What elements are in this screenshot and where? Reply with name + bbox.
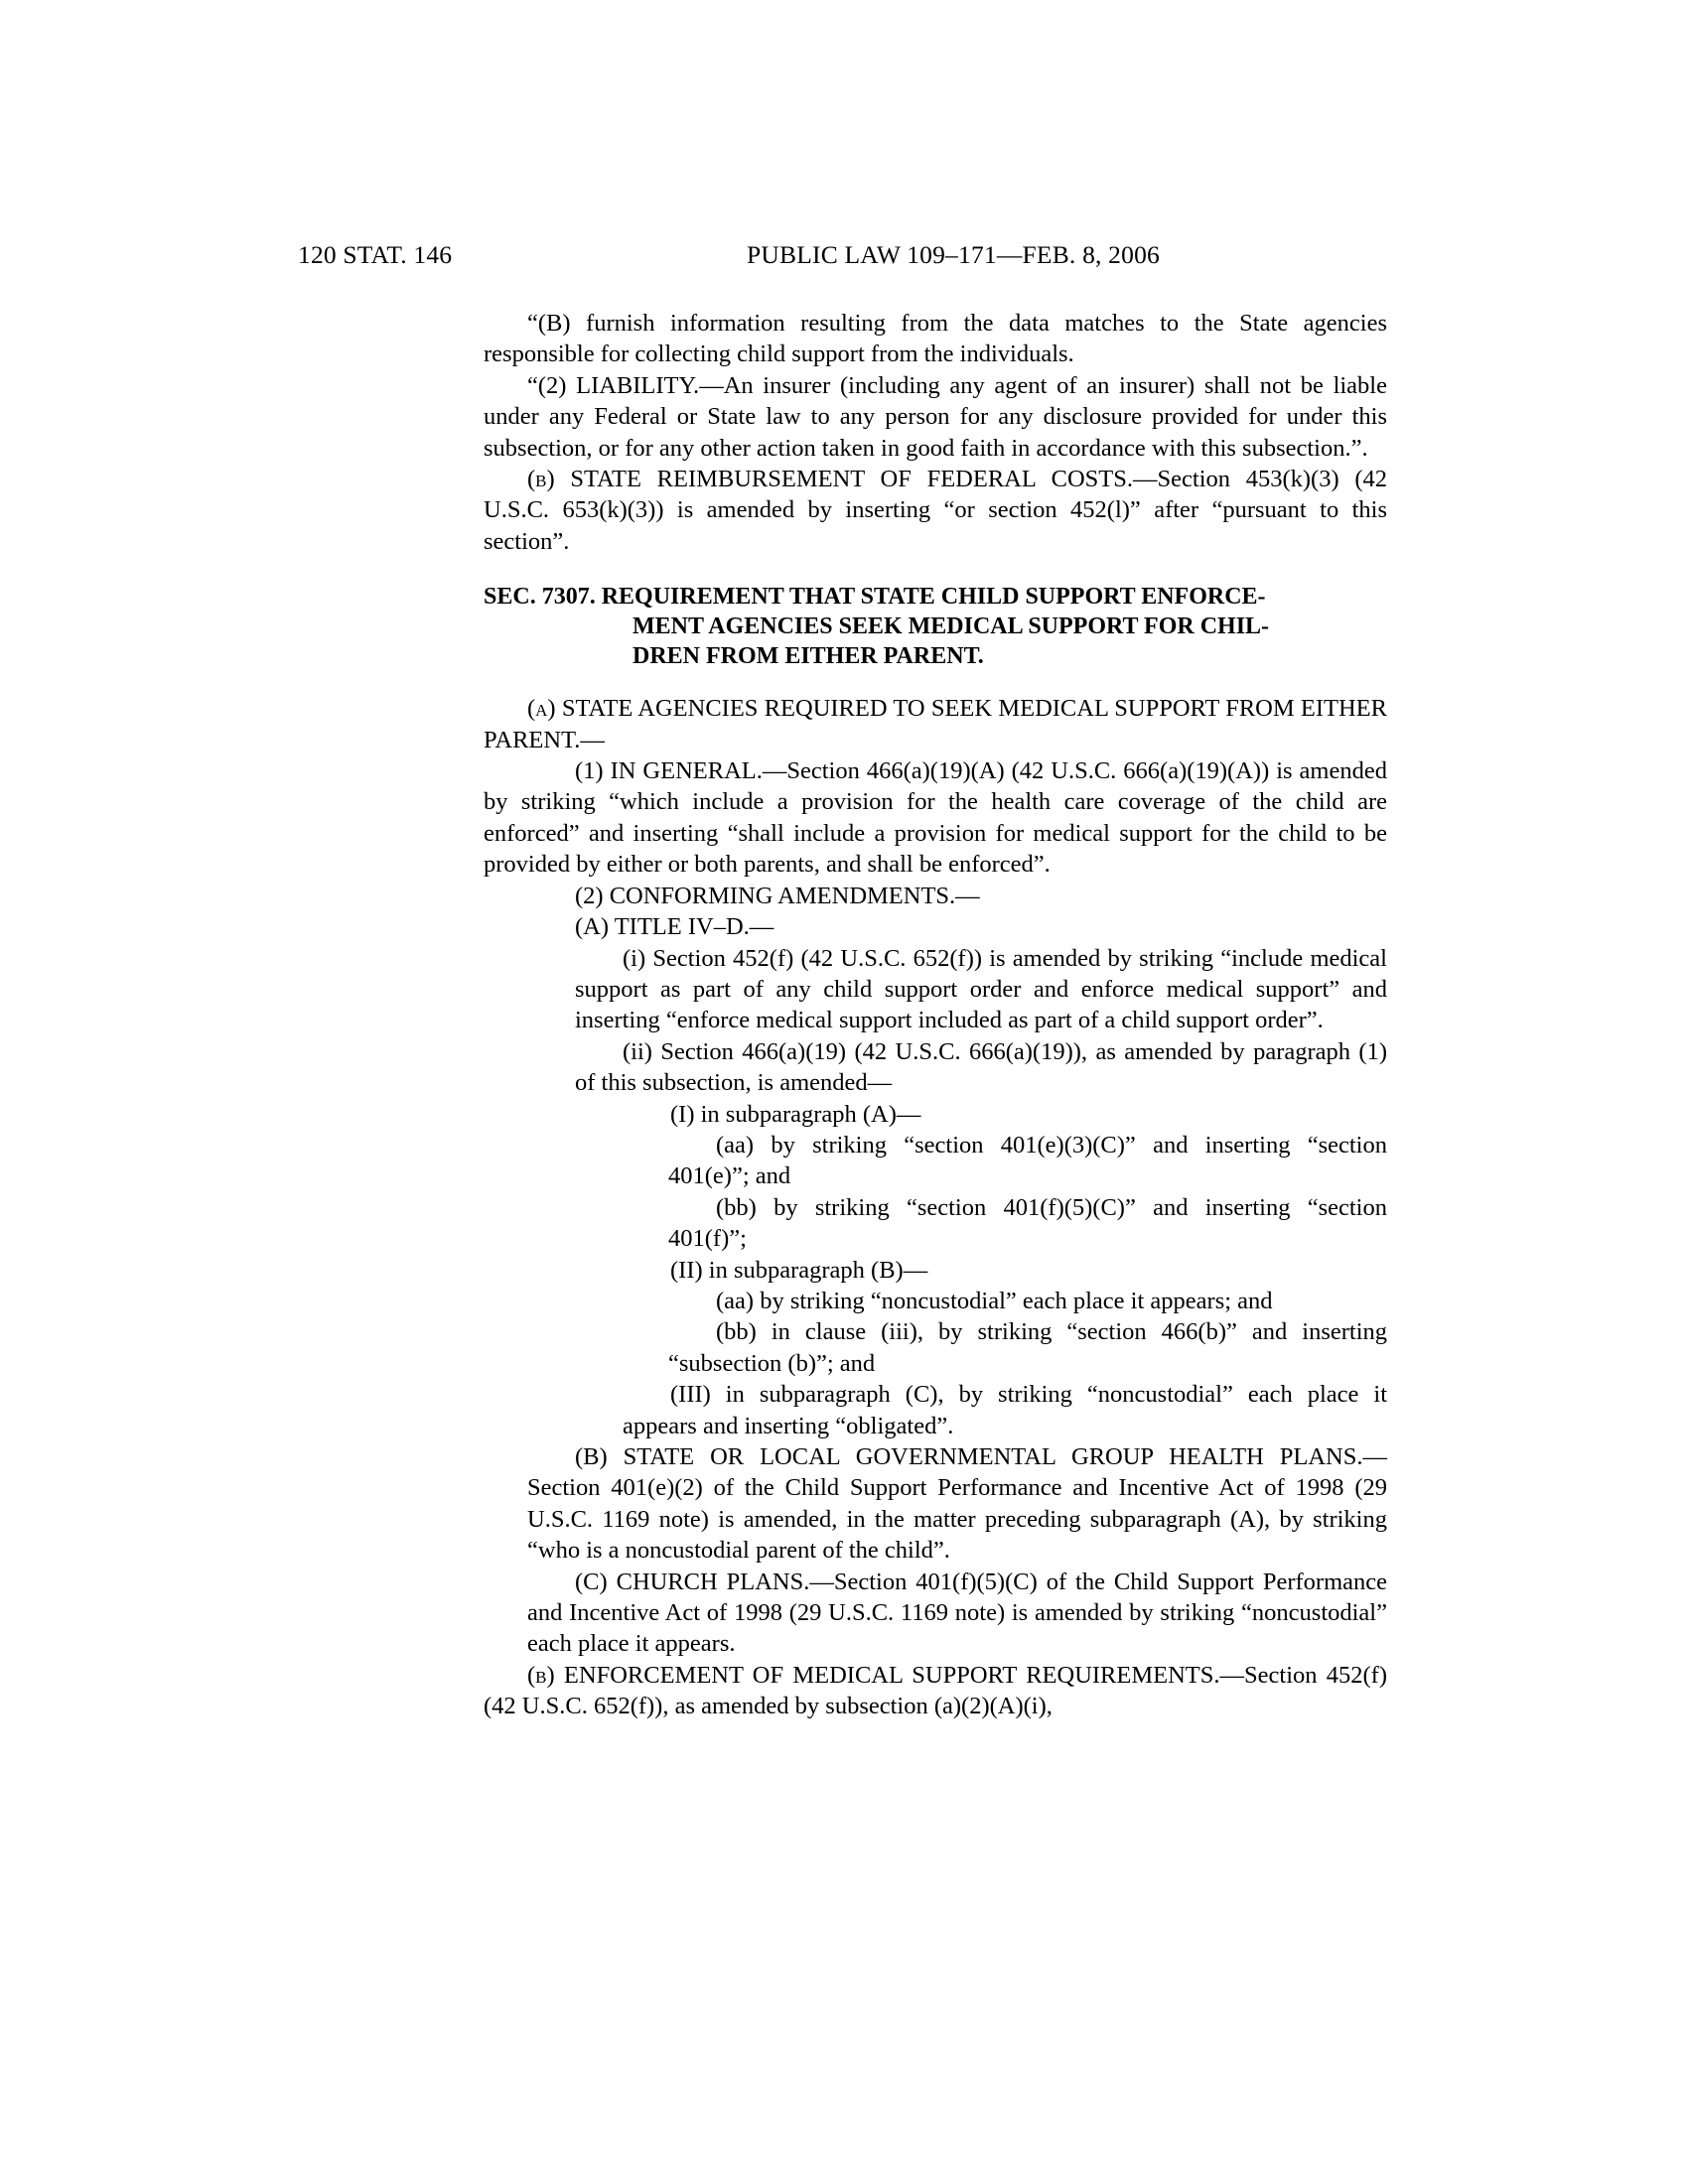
subparagraph-a-title-iv-d: [527, 911, 1387, 942]
subsection-a-text: —: [580, 726, 605, 753]
subparagraph-b-text: —Section 401(e)(2) of the Child Support Performance and Incentive Act of 1998 (29 U.S.C. 1169 note) is amended, in the matter preceding subparagraph (A), by striking “who is a noncustodial parent of the child”.: [527, 1443, 1387, 1565]
subparagraph-c-text: —Section 401(f)(5)(C) of the Child Support Performance and Incentive Act of 1998 (29 U.S.C. 1169 note) is amended by striking “noncustodial” each place it appears.: [527, 1568, 1387, 1658]
paragraph-2-conforming-label: (2) CONFORMING AMENDMENTS.: [575, 882, 956, 909]
subsection-b-state-reimbursement: [484, 464, 1387, 557]
clause-ii-section-466a19: (ii) Section 466(a)(19) (42 U.S.C. 666(a)(19)), as amended by paragraph (1) of this subsection, is amended—: [575, 1037, 1387, 1097]
subparagraph-c-label: (C) CHURCH PLANS.: [575, 1568, 810, 1595]
item-aa-striking-noncustodial: (aa) by striking “noncustodial” each place it appears; and: [716, 1287, 1273, 1314]
subparagraph-a-text: —: [749, 913, 774, 941]
clause-i-section-452f: (i) Section 452(f) (42 U.S.C. 652(f)) is amended by striking “include medical support as part of any child support order and enforce medical support” and inserting “enforce medical support included as part of a child support order”.: [575, 944, 1387, 1034]
paragraph-2-conforming-text: —: [955, 882, 980, 909]
section-heading-7307: [484, 582, 1387, 671]
statute-citation: 120 STAT. 146: [298, 240, 453, 269]
item-bb-clause-iii: (bb) in clause (iii), by striking “section 466(b)” and inserting “subsection (b)”; and: [668, 1318, 1387, 1377]
section-heading-line-3: DREN FROM EITHER PARENT.: [633, 643, 984, 670]
section-heading-line-1: SEC. 7307. REQUIREMENT THAT STATE CHILD SUPPORT ENFORCE-: [484, 584, 1266, 611]
paragraph-2-text: —An insurer (including any agent of an insurer) shall not be liable under any Federal or State law to any person for any disclosure provided for under this subsection, or for any other action taken in good faith in accordance with this subsection.”.: [484, 371, 1387, 462]
paragraph-2-conforming-amendments: [484, 881, 1387, 911]
subsection-b-text: —Section 453(k)(3) (42 U.S.C. 653(k)(3)) is amended by inserting “or section 452(l)” after “pursuant to this section”.: [484, 466, 1387, 555]
page-header: [298, 240, 1400, 270]
paragraph-b-furnish: “(B) furnish information resulting from the data matches to the State agencies responsible for collecting child support from the individuals.: [484, 310, 1387, 368]
subclause-I-subparagraph-a: (I) in subparagraph (A)—: [670, 1100, 921, 1128]
subparagraph-b-label: (B) STATE OR LOCAL GOVERNMENTAL GROUP HEALTH PLANS.: [575, 1443, 1363, 1470]
subclause-III-subparagraph-c: (III) in subparagraph (C), by striking “noncustodial” each place it appears and inserting “obligated”.: [623, 1381, 1387, 1439]
subclause-II-subparagraph-b: (II) in subparagraph (B)—: [670, 1256, 928, 1284]
subsection-b-enforcement-text: —Section 452(f) (42 U.S.C. 652(f)), as amended by subsection (a)(2)(A)(i),: [484, 1661, 1388, 1720]
subsection-b-enforcement-medical-support: [484, 1660, 1387, 1722]
subsection-a-heading: [484, 693, 1387, 755]
item-bb-striking-401f5c: (bb) by striking “section 401(f)(5)(C)” and inserting “section 401(f)”;: [668, 1193, 1387, 1253]
paragraph-2-liability: [484, 370, 1387, 464]
subparagraph-b-group-health-plans: [527, 1441, 1387, 1567]
paragraph-2-label: “(2) LIABILITY.: [527, 371, 700, 399]
section-heading-line-2: MENT AGENCIES SEEK MEDICAL SUPPORT FOR CHIL-: [633, 614, 1270, 640]
public-law-citation: PUBLIC LAW 109–171—FEB. 8, 2006: [747, 240, 1160, 269]
subsection-b-label: (b) STATE REIMBURSEMENT OF FEDERAL COSTS.: [527, 466, 1134, 493]
subsection-b-enforcement-label: (b) ENFORCEMENT OF MEDICAL SUPPORT REQUIREMENTS.: [527, 1661, 1220, 1689]
paragraph-1-in-general: [484, 755, 1387, 881]
subparagraph-c-church-plans: [527, 1567, 1387, 1660]
item-aa-striking-401e3c: (aa) by striking “section 401(e)(3)(C)” and inserting “section 401(e)”; and: [668, 1131, 1387, 1190]
paragraph-1-text: —Section 466(a)(19)(A) (42 U.S.C. 666(a)(19)(A)) is amended by striking “which include a provision for the health care coverage of the child are enforced” and inserting “shall include a provision for medical support for the child to be provided by either or both parents, and shall be enforced”.: [484, 757, 1387, 879]
subparagraph-a-label: (A) TITLE IV–D.: [575, 913, 750, 941]
document-body: [484, 308, 1387, 1722]
subsection-a-label: (a) STATE AGENCIES REQUIRED TO SEEK MEDICAL SUPPORT FROM EITHER PARENT.: [484, 695, 1387, 753]
paragraph-1-label: (1) IN GENERAL.: [575, 757, 763, 785]
